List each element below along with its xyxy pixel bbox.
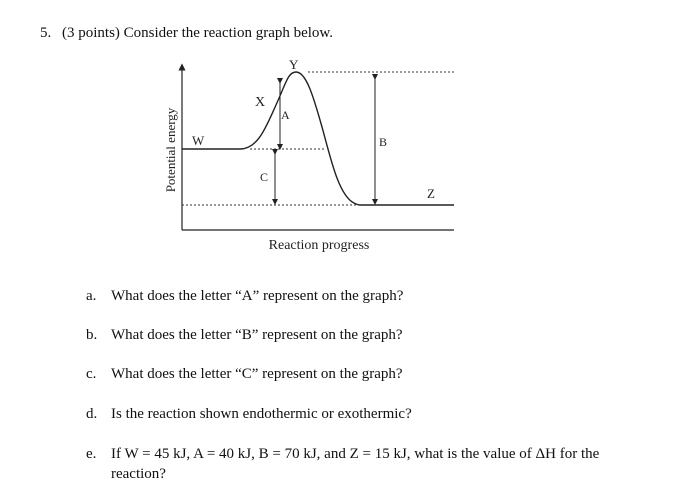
subquestion-letter: e. bbox=[86, 446, 97, 462]
x-axis-label: Reaction progress bbox=[268, 238, 370, 253]
energy-curve bbox=[182, 72, 454, 205]
label-w: W bbox=[192, 133, 205, 148]
label-a: A bbox=[281, 108, 290, 122]
subquestion-letter: a. bbox=[86, 288, 97, 304]
subquestion-letter: c. bbox=[86, 366, 97, 382]
question-text: (3 points) Consider the reaction graph below. bbox=[62, 25, 334, 41]
subquestion-letter: d. bbox=[86, 406, 98, 422]
subquestion-letter: b. bbox=[86, 327, 98, 343]
label-b: B bbox=[379, 135, 388, 149]
y-axis-label: Potential energy bbox=[163, 107, 178, 193]
label-z: Z bbox=[427, 186, 435, 201]
subquestion-text: What does the letter “A” represent on the graph? bbox=[111, 288, 404, 304]
reaction-energy-diagram bbox=[158, 55, 458, 255]
label-c: C bbox=[260, 170, 269, 184]
label-x: X bbox=[255, 95, 266, 110]
subquestion-text: What does the letter “B” represent on the graph? bbox=[111, 327, 403, 343]
subquestion-text: If W = 45 kJ, A = 40 kJ, B = 70 kJ, and Z = 15 kJ, what is the value of ΔH for the reaction? bbox=[111, 446, 600, 482]
label-y: Y bbox=[289, 57, 299, 72]
subquestion-text: What does the letter “C” represent on the graph? bbox=[111, 366, 403, 382]
question-title bbox=[40, 25, 333, 42]
subquestion-text: Is the reaction shown endothermic or exothermic? bbox=[111, 406, 412, 422]
question-number: 5. bbox=[40, 25, 52, 41]
